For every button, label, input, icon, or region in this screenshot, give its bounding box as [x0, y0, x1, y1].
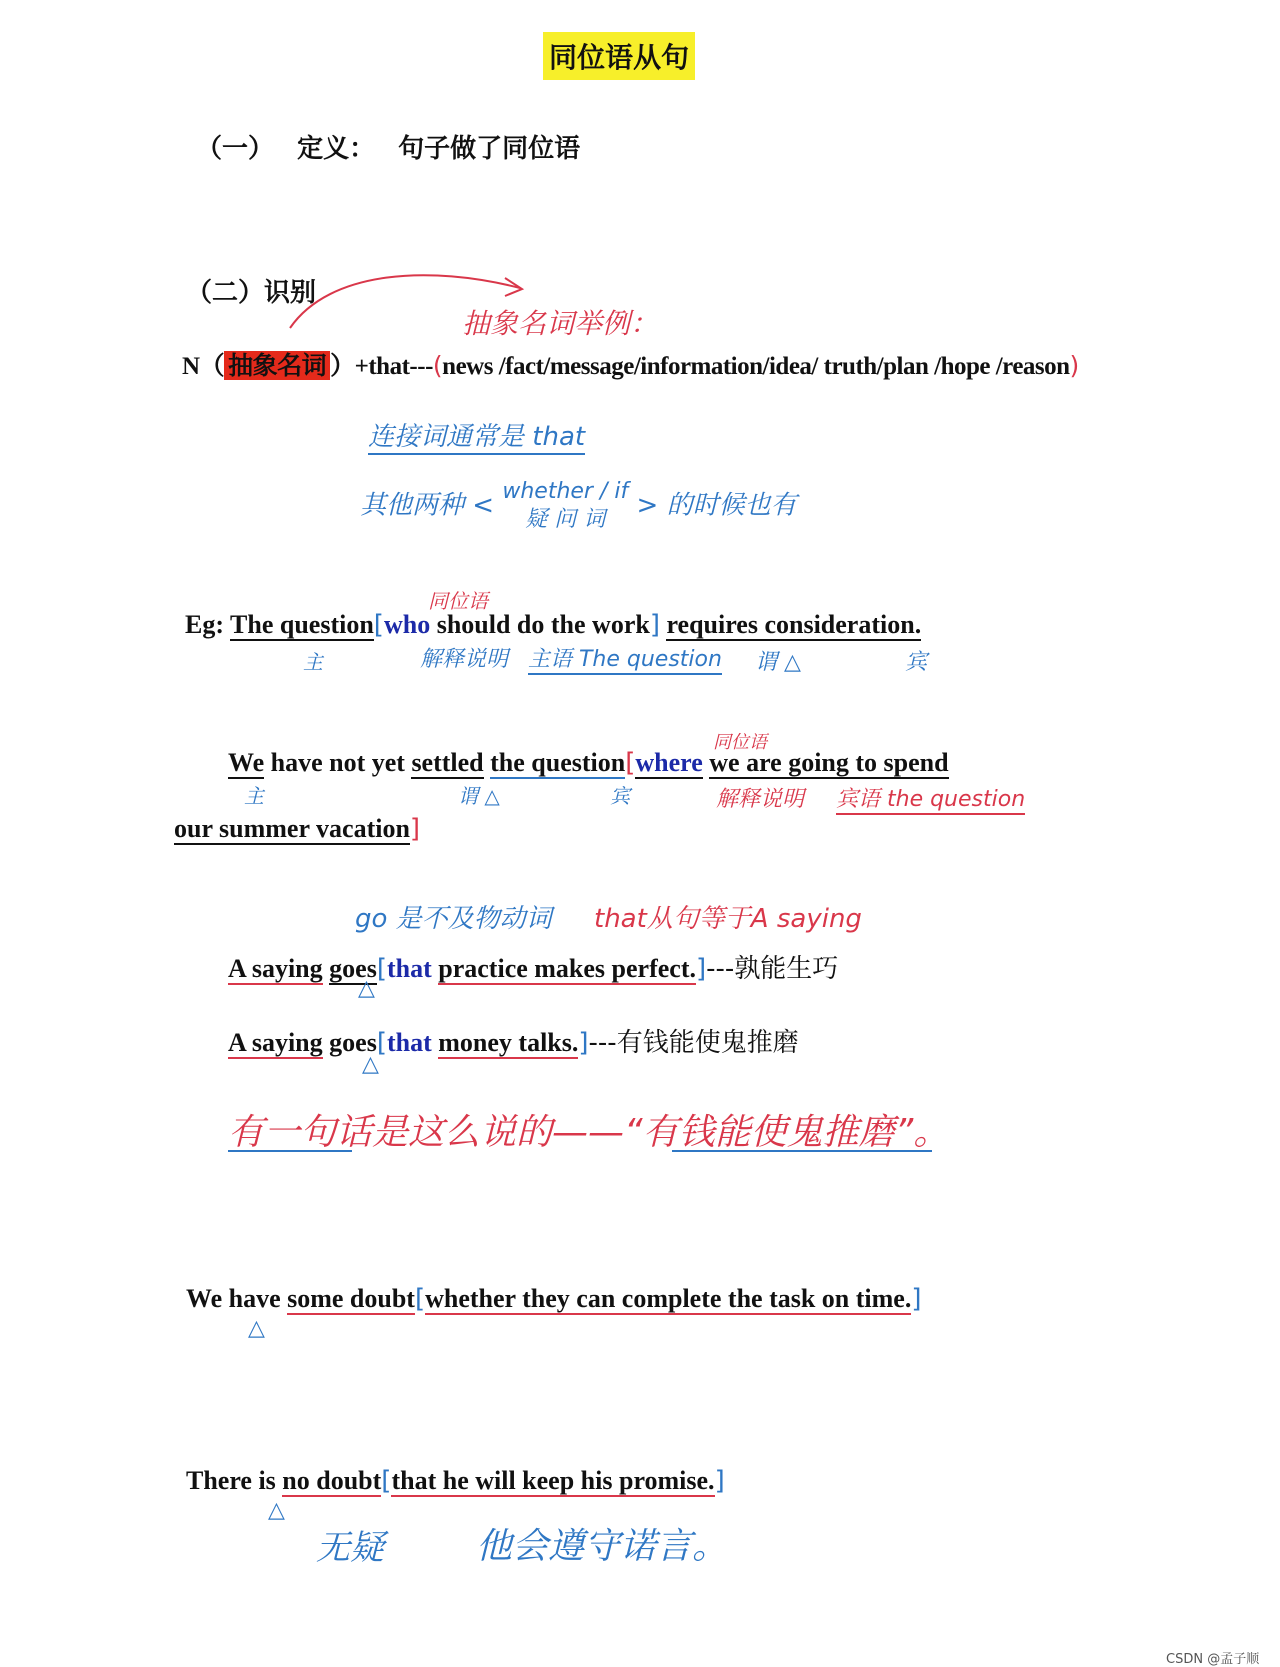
ex1-explain-note: 解释说明: [420, 647, 509, 672]
section-2-number: （二）: [186, 278, 265, 308]
ex4-underline-right: [672, 1150, 932, 1152]
ex5-we: We: [186, 1284, 223, 1313]
formula-line: N（ 抽象名词 ）+that---(news /fact/message/information/idea/ truth/plan /hope /reason): [182, 351, 1079, 380]
section-1: [196, 128, 580, 165]
ex1-prefix: Eg:: [185, 610, 224, 639]
ex2-object-note: 宾: [610, 784, 630, 808]
ex1-object-note: 宾: [905, 650, 928, 675]
ex4-that: that: [386, 1028, 432, 1057]
ex3-that-note: that从句等于A saying: [594, 904, 862, 934]
ex1-appositive-note: 同位语: [428, 589, 488, 613]
example-6: There is no doubt[that he will keep his promise.]: [186, 1466, 725, 1496]
ex1-clause-note: 主语 The question: [528, 642, 722, 675]
ex6-is: is: [258, 1466, 276, 1495]
example-5: We have some doubt[whether they can complete the task on time.]: [186, 1284, 922, 1314]
ex5-some-doubt: some doubt: [287, 1284, 415, 1313]
note-others-prefix: 其他两种: [360, 490, 465, 521]
ex2-have-not-yet: have not yet: [270, 748, 405, 777]
ex6-clause: that he will keep his promise.: [391, 1466, 715, 1495]
example-3: A saying goes[that practice makes perfect.]---孰能生巧: [228, 954, 839, 984]
formula-dash: ---: [409, 353, 433, 380]
ex4-a-saying: A saying: [228, 1028, 323, 1057]
ex6-no-doubt-note: 无疑: [316, 1528, 384, 1568]
ex2-appositive-note: 同位语: [713, 732, 767, 753]
ex2-settled: settled: [411, 748, 484, 777]
ex2-clause-note: 宾语 the question: [836, 782, 1025, 815]
ex1-clause-rest: should do the work: [436, 610, 650, 639]
example-1: Eg: The question[who should do the work] requires consideration.: [185, 610, 922, 640]
ex2-clause-rest-2: our summer vacation: [174, 814, 410, 843]
ex4-goes: goes: [329, 1028, 377, 1057]
formula-n: N: [182, 353, 200, 380]
ex3-go-note: go 是不及物动词: [355, 904, 552, 934]
section-2: [186, 272, 316, 309]
formula-plus-that: +that: [354, 353, 410, 380]
ex4-clause: money talks.: [438, 1028, 579, 1057]
ex6-no-doubt: no doubt: [282, 1466, 382, 1495]
ex2-the-question: the question: [490, 748, 626, 777]
ex4-handwritten-translation: 有一句话是这么说的——“有钱能使鬼推磨”。: [228, 1112, 950, 1153]
ex2-explain-note: 解释说明: [716, 787, 805, 812]
ex3-clause: practice makes perfect.: [438, 954, 696, 983]
ex2-subject-note: 主: [244, 784, 264, 808]
ex1-predicate-note: 谓 △: [755, 650, 801, 675]
example-2-line-1: We have not yet settled the question[where we are going to spend: [228, 748, 949, 778]
ex1-predicate: requires consideration.: [666, 610, 922, 639]
note-abstract-examples: 抽象名词举例：: [462, 307, 659, 340]
formula-paren-open: （: [199, 351, 225, 380]
note-others: 其他两种 < whether / if 疑 问 词 > 的时候也有: [360, 479, 797, 532]
section-1-text: 句子做了同位语: [398, 134, 581, 164]
ex4-triangle-icon: △: [362, 1052, 379, 1077]
ex6-triangle-icon: △: [268, 1498, 285, 1523]
ex3-goes: goes: [329, 954, 377, 983]
section-2-label: 识别: [264, 278, 317, 308]
ex1-subject: The question: [230, 610, 374, 639]
ex6-there: There: [186, 1466, 252, 1495]
ex5-have: have: [228, 1284, 281, 1313]
page-title: 同位语从句: [543, 32, 695, 80]
note-others-top: whether / if: [502, 479, 629, 504]
ex2-predicate-note: 谓 △: [458, 784, 500, 808]
section-1-number: （一）: [196, 134, 275, 164]
ex3-triangle-icon: △: [358, 976, 375, 1001]
formula-paren-close: ）: [330, 351, 355, 380]
example-4: A saying goes[that money talks.]---有钱能使鬼推磨: [228, 1028, 799, 1058]
ex4-translation: ---有钱能使鬼推磨: [588, 1028, 799, 1058]
section-1-label: 定义：: [297, 134, 376, 164]
formula-abstract-noun: 抽象名词: [224, 351, 330, 380]
example-2-line-2: our summer vacation]: [174, 814, 421, 844]
ex3-translation: ---孰能生巧: [706, 954, 839, 984]
ex6-clause-note: 他会遵守诺言。: [476, 1526, 729, 1567]
ex4-underline-left: [228, 1150, 352, 1152]
ex1-clause-word: who: [383, 610, 431, 639]
ex5-clause: whether they can complete the task on time.: [425, 1284, 912, 1313]
ex1-subject-note: 主: [303, 650, 323, 674]
formula-noun-list: news /fact/message/information/idea/ truth/plan /hope /reason: [442, 353, 1070, 380]
ex2-clause-rest-1: we are going to spend: [709, 748, 949, 777]
ex2-where: where: [635, 748, 703, 777]
ex3-that: that: [386, 954, 432, 983]
note-connector-usual: 连接词通常是 that: [368, 416, 585, 455]
note-others-bottom: 疑 问 词: [525, 507, 606, 532]
ex3-a-saying: A saying: [228, 954, 323, 983]
footer-watermark: CSDN @孟子顺: [1166, 1652, 1260, 1667]
ex2-we: We: [228, 748, 265, 777]
note-others-suffix: 的时候也有: [666, 490, 797, 521]
ex5-triangle-icon: △: [248, 1316, 265, 1341]
